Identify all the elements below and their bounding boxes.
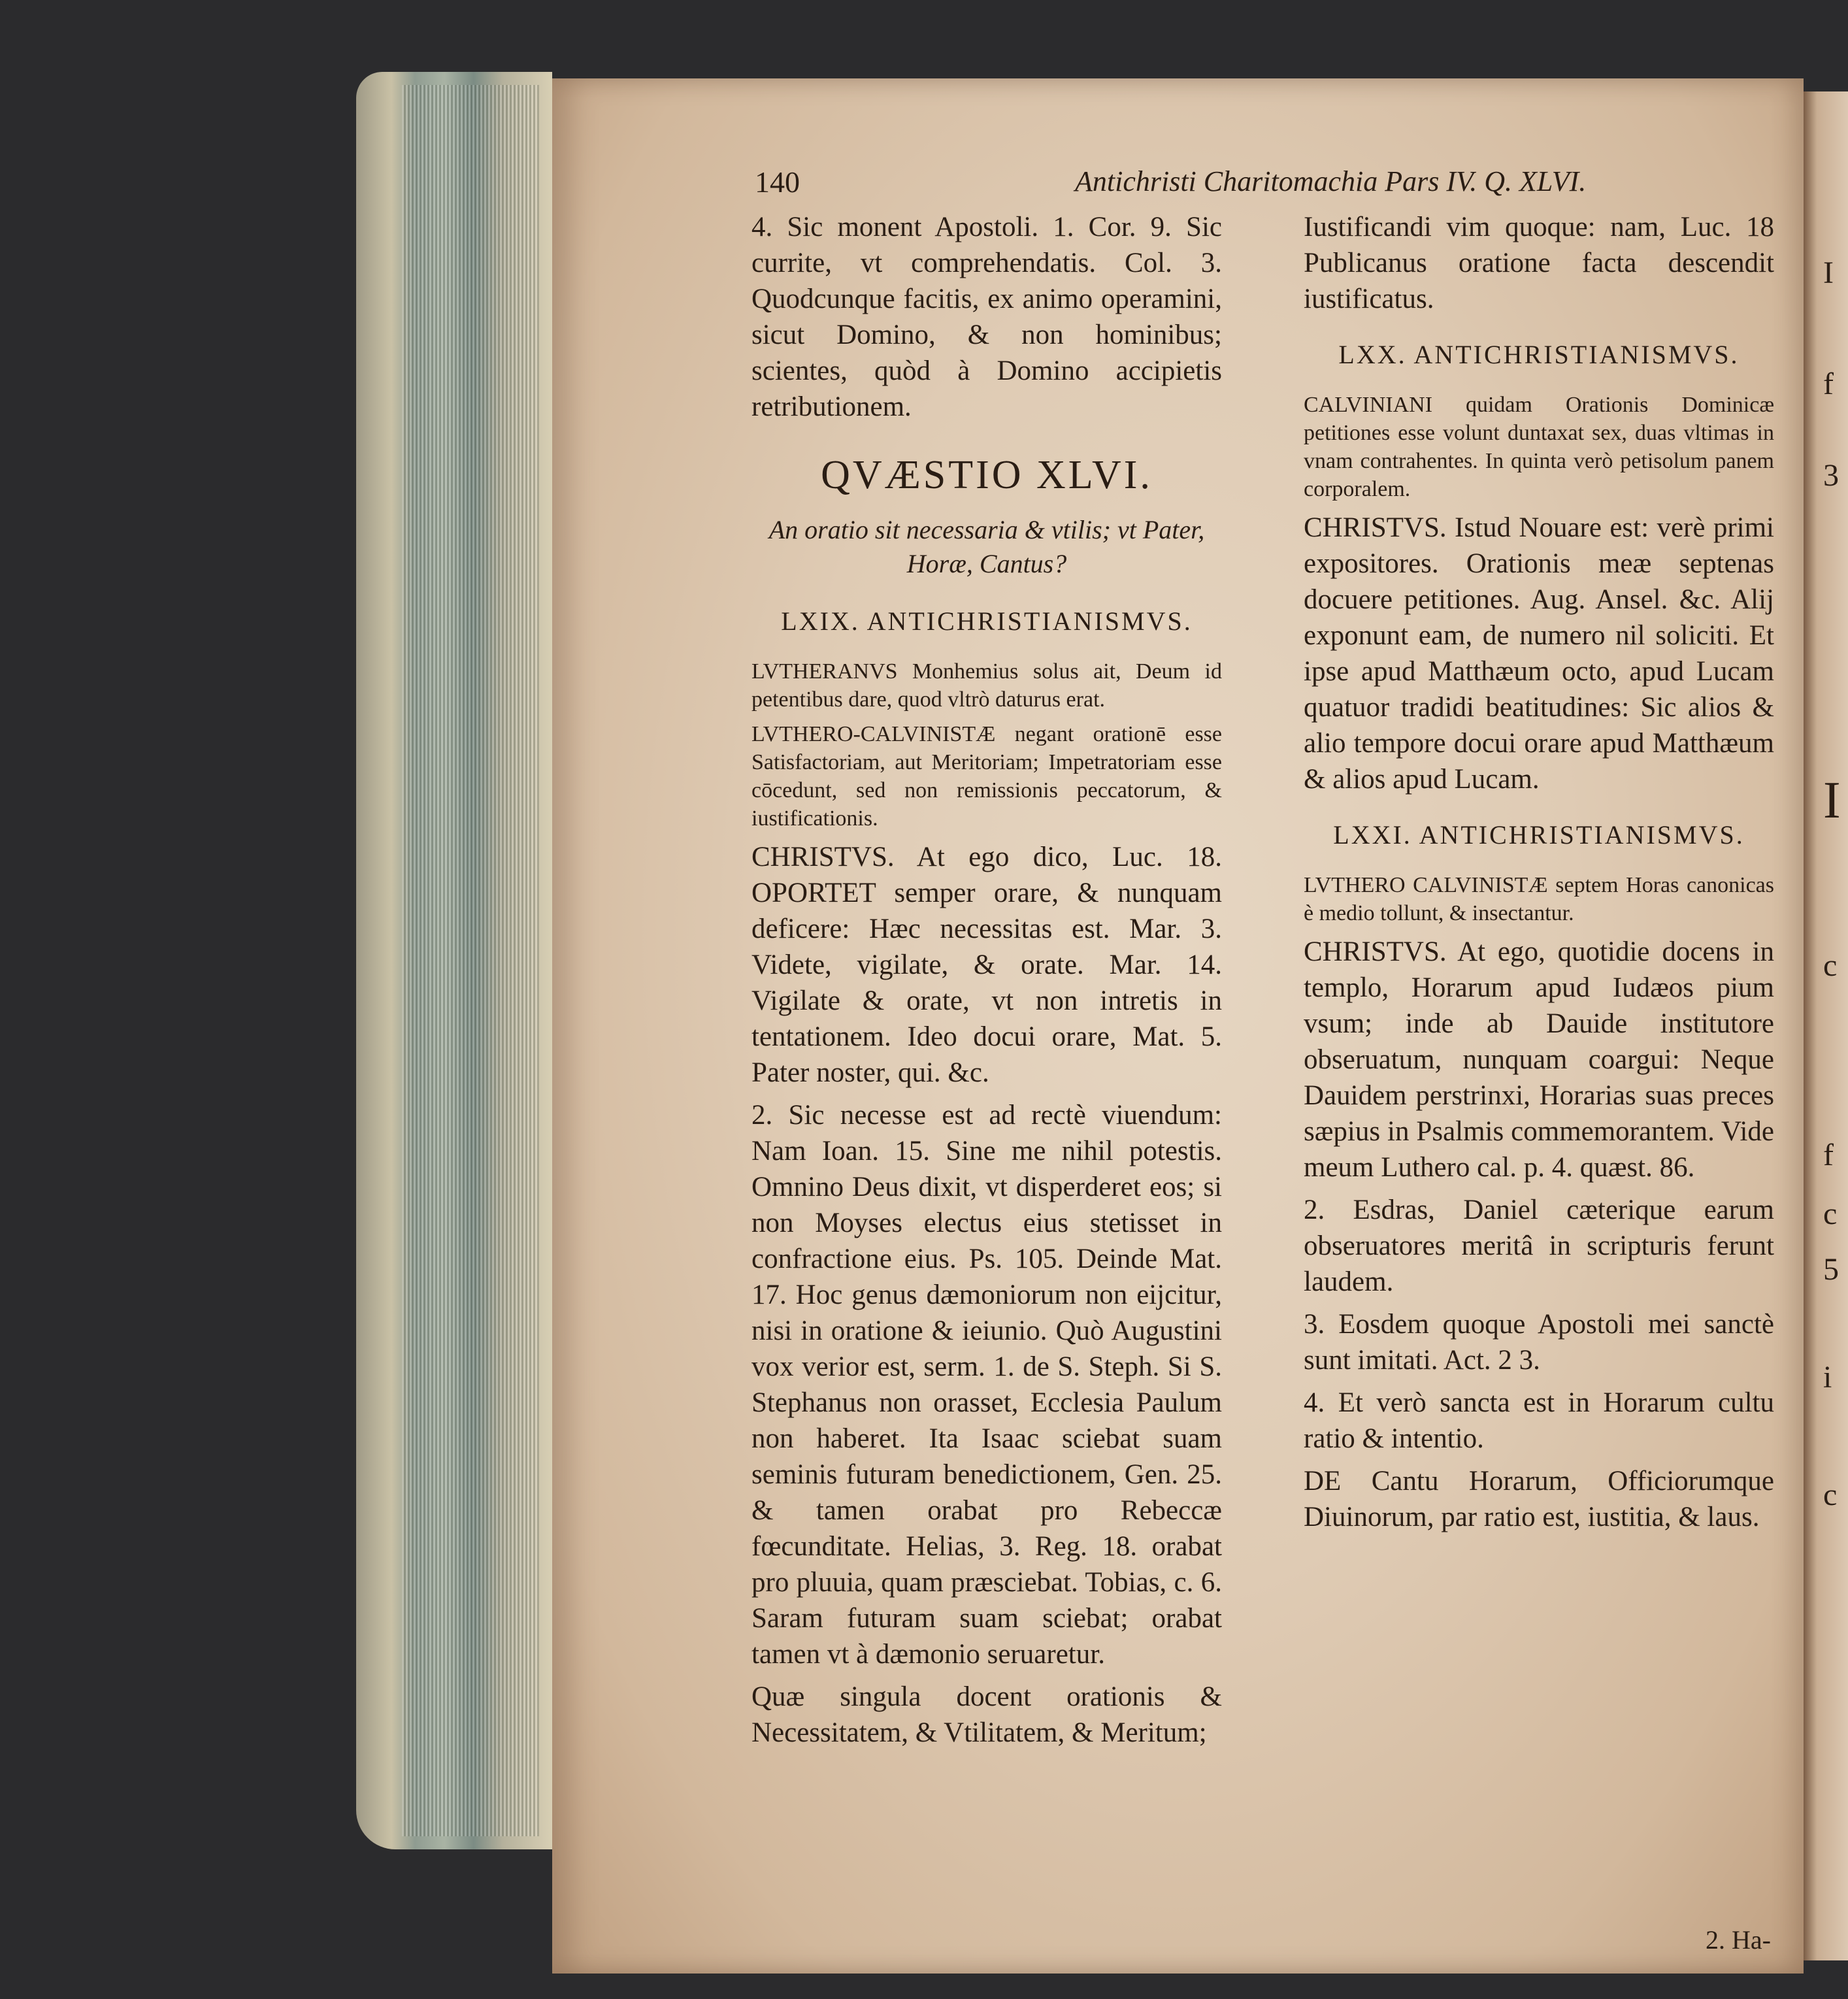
- paragraph: LVTHERO-CALVINISTÆ negant orationē esse Satisfactoriam, aut Meritoriam; Impetratoriam esse cōcedunt, sed non remissionis peccatorum, & iustificationis.: [751, 722, 1222, 831]
- paragraph: CALVINIANI quidam Orationis Dominicæ petitiones esse volunt duntaxat sex, duas vltimas in vnam contrahentes. In quinta verò petisolum panem corporalem.: [1304, 393, 1774, 501]
- catchword: 2. Ha-: [1706, 1925, 1771, 1955]
- left-column: [751, 209, 1222, 1757]
- right-column: [1304, 209, 1774, 1542]
- paragraph: 2. Sic necesse est ad rectè viuendum: Nam Ioan. 15. Sine me nihil potestis. Omnino Deus dixit, vt disperderet eos; si non Moyses electus eius stetisset in confractione eius. Ps. 105. Deinde Mat. 17. Hoc genus dæmoniorum non eijcitur, nisi in oratione & ieiunio. Quò Augustini vox verior est, serm. 1. de S. Steph. Si S. Stephanus non orasset, Ecclesia Paulum non haberet. Ita Isaac sciebat suam seminis futuram benedictionem, Gen. 25. & tamen orabat pro Rebeccæ fœcunditate. Helias, 3. Reg. 18. orabat pro pluuia, quam præsciebat. Tobias, c. 6. Saram futuram suam sciebat; orabat tamen vt à dæmonio seruaretur.: [751, 1100, 1222, 1670]
- paragraph: Quæ singula docent orationis & Necessitatem, & Vtilitatem, & Meritum;: [751, 1681, 1222, 1748]
- section-heading: LXIX. ANTICHRISTIANISMVS.: [781, 606, 1193, 636]
- paragraph: 4. Et verò sancta est in Horarum cultu ratio & intentio.: [1304, 1387, 1774, 1454]
- next-page-fragment: c: [1823, 1197, 1838, 1231]
- next-page-fragment: 5: [1823, 1252, 1839, 1287]
- page-header: [755, 165, 1587, 204]
- section-heading: LXXI. ANTICHRISTIANISMVS.: [1333, 820, 1745, 850]
- paragraph: 4. Sic monent Apostoli. 1. Cor. 9. Sic currite, vt comprehendatis. Col. 3. Quodcunque facitis, ex animo operamini, sicut Domino, & non hominibus; scientes, quòd à Domino accipietis retributionem.: [751, 212, 1222, 422]
- paragraph: CHRISTVS. Istud Nouare est: verè primi expositores. Orationis meæ septenas docuere petitiones. Aug. Ansel. &c. Alij exponunt eam, de numero nil soliciti. Et ipse apud Matthæum octo, apud Lucam quatuor tradidi beatitudines: Sic alios & alio tempore docui orare apud Matthæum & alios apud Lucam.: [1304, 512, 1774, 795]
- paragraph: DE Cantu Horarum, Officiorumque Diuinorum, par ratio est, iustitia, & laus.: [1304, 1466, 1774, 1532]
- paragraph: Iustificandi vim quoque: nam, Luc. 18 Publicanus oratione facta descendit iustificatus.: [1304, 212, 1774, 314]
- page-number: 140: [755, 165, 800, 199]
- question-heading: QVÆSTIO XLVI.: [821, 453, 1153, 497]
- running-title: Antichristi Charitomachia Pars IV. Q. XLVI.: [1075, 165, 1587, 197]
- section-heading: LXX. ANTICHRISTIANISMVS.: [1338, 340, 1740, 369]
- paragraph: 2. Esdras, Daniel cæterique earum obseruatores meritâ in scripturis ferunt laudem.: [1304, 1195, 1774, 1297]
- next-page-fragment: f: [1823, 1138, 1834, 1172]
- paragraph: LVTHERANVS Monhemius solus ait, Deum id petentibus dare, quod vltrò daturus erat.: [751, 659, 1222, 712]
- book-page-edges: [356, 72, 552, 1849]
- paragraph: CHRISTVS. At ego dico, Luc. 18. OPORTET semper orare, & nunquam deficere: Hæc necessitas est. Mar. 3. Videte, vigilate, & orate. Mar. 14. Vigilate & orate, vt non intretis in tentationem. Ideo docui orare, Mat. 5. Pater noster, qui. &c.: [751, 842, 1222, 1088]
- next-page-fragment: 3: [1823, 458, 1839, 493]
- next-page-fragment: I: [1823, 256, 1834, 290]
- next-page-fragment: c: [1823, 1478, 1838, 1512]
- paragraph: CHRISTVS. At ego, quotidie docens in templo, Horarum apud Iudæos pium vsum; inde ab Dauide institutore obseruatum, nunquam coargui: Neque Dauidem perstrinxi, Horarias suas preces sæpius in Psalmis commemorantem. Vide meum Luthero cal. p. 4. quæst. 86.: [1304, 936, 1774, 1183]
- paragraph: LVTHERO CALVINISTÆ septem Horas canonicas è medio tollunt, & insectantur.: [1304, 873, 1774, 925]
- next-page-fragment: i: [1823, 1360, 1832, 1395]
- next-page-fragment: f: [1823, 367, 1834, 401]
- next-page-fragment: c: [1823, 948, 1838, 983]
- next-page-fragment: I: [1823, 772, 1841, 829]
- paragraph: 3. Eosdem quoque Apostoli mei sanctè sunt imitati. Act. 2 3.: [1304, 1309, 1774, 1376]
- next-page-margin: [1804, 91, 1848, 1960]
- question-subtitle: An oratio sit necessaria & vtilis; vt Pater, Horæ, Cantus?: [768, 515, 1205, 578]
